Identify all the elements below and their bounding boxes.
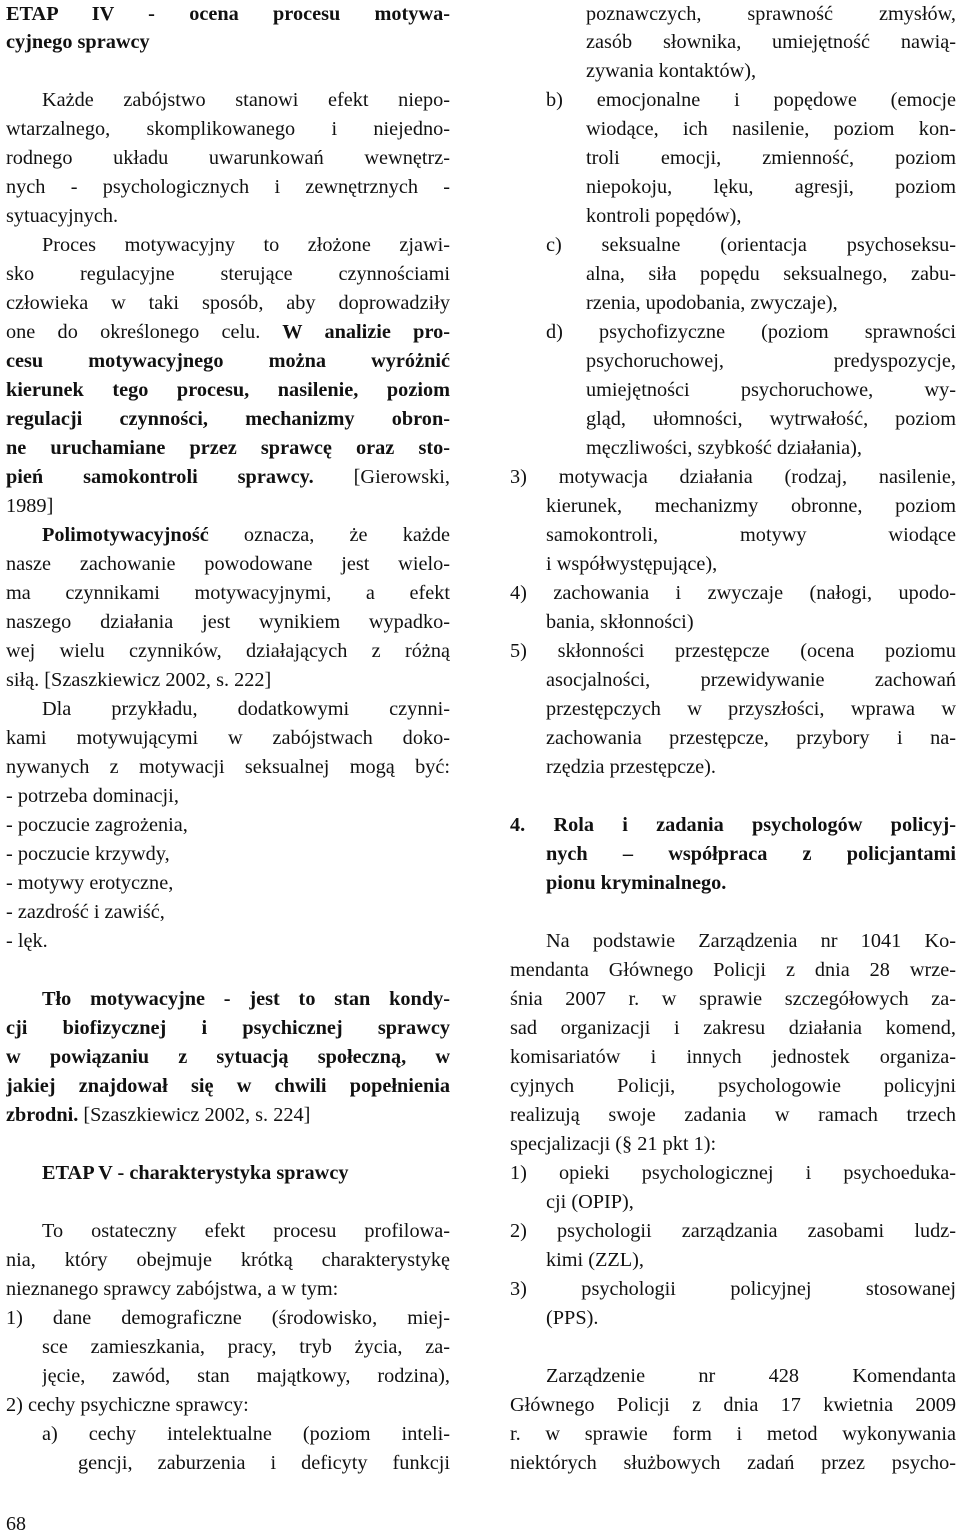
text-line [546,753,956,782]
text-fragment: Dla przykładu, dodatkowymi czynni- [42,698,450,720]
text-line [510,1420,956,1449]
text-fragment: męczliwości, szybkość działania), [586,437,862,459]
text-line [6,434,450,463]
text-fragment: zasób słownika, umiejętność nawią- [586,31,956,53]
text-fragment: 3) psychologii policyjnej stosowanej [510,1278,956,1300]
text-fragment: c) seksualne (orientacja psychoseksu- [546,234,956,256]
text-line [586,289,956,318]
text-line [42,86,450,115]
text-line [510,463,956,492]
text-line [6,811,450,840]
text-line [546,1188,956,1217]
text-fragment: regulacji czynności, mechanizmy obron- [6,408,450,430]
text-fragment: poznawczych, sprawność zmysłów, [586,3,956,25]
text-line [586,57,956,86]
text-line [42,1217,450,1246]
text-line [510,1391,956,1420]
text-line [6,115,450,144]
text-line [510,579,956,608]
text-fragment: a) cechy intelektualne (poziom inteli- [42,1423,450,1445]
text-line [546,608,956,637]
text-line [6,753,450,782]
text-line [6,666,450,695]
text-line [42,1420,450,1449]
text-line [546,695,956,724]
text-fragment: siłą. [Szaszkiewicz 2002, s. 222] [6,669,272,691]
text-line [510,1275,956,1304]
text-fragment-tail: W analizie pro- [260,321,450,343]
text-fragment: cyjnego sprawcy [6,31,150,53]
text-line [510,985,956,1014]
text-fragment: - motywy erotyczne, [6,872,174,894]
text-fragment: cyjnych Policji, psychologowie policyjni [510,1075,956,1097]
text-fragment: To ostateczny efekt procesu profilowa- [42,1220,450,1242]
text-line [6,0,450,29]
text-fragment: nywanych z motywacji seksualnej mogą być: [6,756,450,778]
text-fragment: pionu kryminalnego. [546,872,727,894]
text-line [6,724,450,753]
text-fragment-tail: [Szaszkiewicz 2002, s. 224] [78,1104,311,1126]
text-fragment: przestępczych w przyszłości, wprawa w [546,698,956,720]
text-line [6,1101,450,1130]
text-line [6,144,450,173]
text-fragment: realizują swoje zadania w ramach trzech [510,1104,956,1126]
text-fragment: w powiązaniu z sytuacją społeczną, w [6,1046,450,1068]
text-fragment: cji (OPIP), [546,1191,634,1213]
text-fragment: niektórych służbowych zadań przez psycho- [510,1452,956,1474]
text-line [6,405,450,434]
text-line [6,579,450,608]
text-fragment: i współwystępujące), [546,553,718,575]
text-fragment: wiodące, ich nasilenie, poziom kon- [586,118,956,140]
text-line [546,318,956,347]
text-line [510,1130,956,1159]
text-fragment: nia, który obejmuje krótką charakterystykę [6,1249,450,1271]
text-line [6,869,450,898]
text-fragment: 4) zachowania i zwyczaje (nałogi, upodo- [510,582,956,604]
text-fragment: gencji, zaburzenia i deficyty funkcji [78,1452,450,1474]
text-line [6,1014,450,1043]
text-fragment: r. w sprawie form i metod wykonywania [510,1423,956,1445]
text-line [42,695,450,724]
text-line [586,260,956,289]
text-fragment: pień samokontroli sprawcy. [6,466,314,488]
text-line [586,376,956,405]
text-fragment: rzędzia przestępcze). [546,756,717,778]
text-fragment: asocjalności, przewidywanie zachowań [546,669,956,691]
text-line [510,1043,956,1072]
text-fragment-tail: [Gierowski, [313,466,450,488]
text-fragment: psychoruchowej, predyspozycje, [586,350,956,372]
text-line [586,0,956,29]
text-line [510,1217,956,1246]
text-fragment: 5) skłonności przestępcze (ocena poziomu [510,640,956,662]
text-line [42,231,450,260]
text-fragment: cesu motywacyjnego można wyróżnić [6,350,450,372]
text-fragment: nasze zachowanie powodowane jest wielo- [6,553,450,575]
text-line [6,637,450,666]
text-fragment: d) psychofizyczne (poziom sprawności [546,321,956,343]
text-fragment: naszego działania jest wynikiem wypadko- [6,611,450,633]
text-line [510,811,956,840]
text-fragment: nych – współpraca z policjantami [546,843,956,865]
text-fragment: - poczucie zagrożenia, [6,814,188,836]
text-line [6,898,450,927]
text-fragment: niepokoju, lęku, agresji, poziom [586,176,956,198]
text-fragment: Tło motywacyjne - jest to stan kondy- [42,988,450,1010]
text-fragment: bania, skłonności) [546,611,694,633]
text-fragment: troli emocji, zmienność, poziom [586,147,956,169]
text-line [546,666,956,695]
text-line [546,840,956,869]
text-fragment: rodnego układu uwarunkowań wewnętrz- [6,147,450,169]
text-line [510,1072,956,1101]
text-fragment: 1) opieki psychologicznej i psychoeduka- [510,1162,956,1184]
text-line [546,231,956,260]
text-fragment: sko regulacyjne sterujące czynnościami [6,263,450,285]
text-fragment: Polimotywacyjność [42,524,209,546]
text-fragment: kontroli popędów), [586,205,742,227]
text-line [586,434,956,463]
text-fragment: (PPS). [546,1307,599,1329]
text-fragment: gląd, ułomności, wytrwałość, poziom [586,408,956,430]
text-fragment: 2) cechy psychiczne sprawcy: [6,1394,249,1416]
text-line [42,1333,450,1362]
text-fragment: ma czynnikami motywacyjnymi, a efekt [6,582,450,604]
text-fragment: 1) dane demograficzne (środowisko, miej- [6,1307,450,1329]
text-line [546,521,956,550]
text-line [586,347,956,376]
text-line [42,521,450,550]
text-fragment: wej wielu czynników, działających z różną [6,640,450,662]
text-line [6,463,450,492]
text-line [78,1449,450,1478]
text-fragment: wtarzalnego, skomplikowanego i niejedno- [6,118,450,140]
text-fragment-tail: oznacza, że każde [208,524,450,546]
text-line [546,1304,956,1333]
text-line [546,86,956,115]
text-line [6,492,450,521]
text-fragment: 1989] [6,495,54,517]
text-fragment: ETAP IV - ocena procesu motywa- [6,3,450,25]
text-fragment: b) emocjonalne i popędowe (emocje [546,89,956,111]
text-fragment: one do określonego celu. [6,321,261,343]
text-line [6,1072,450,1101]
text-fragment: alna, siła popędu seksualnego, zabu- [586,263,956,285]
text-line [6,608,450,637]
text-line [546,492,956,521]
text-line [510,956,956,985]
text-fragment: mendanta Głównego Policji z dnia 28 wrze- [510,959,956,981]
text-fragment: rzenia, upodobania, zwyczaje), [586,292,838,314]
text-fragment: sytuacyjnych. [6,205,119,227]
text-fragment: umiejętności psychoruchowe, wy- [586,379,956,401]
text-line [6,1391,450,1420]
text-line [510,637,956,666]
text-line [6,1043,450,1072]
text-fragment: Proces motywacyjny to złożone zjawi- [42,234,450,256]
text-fragment: cji biofizycznej i psychicznej sprawcy [6,1017,450,1039]
text-line [586,173,956,202]
text-fragment: Zarządzenie nr 428 Komendanta [546,1365,956,1387]
text-line [510,1159,956,1188]
text-line [6,289,450,318]
text-fragment: sce zamieszkania, pracy, tryb życia, za- [42,1336,450,1358]
text-line [546,1362,956,1391]
text-line [510,1014,956,1043]
text-line [6,376,450,405]
text-line [546,927,956,956]
text-line [546,869,956,898]
text-line [586,144,956,173]
text-fragment: śnia 2007 r. w sprawie szczegółowych za- [510,988,956,1010]
text-fragment: - poczucie krzywdy, [6,843,170,865]
text-fragment: ne uruchamiane przez sprawcę oraz sto- [6,437,450,459]
text-line [510,1449,956,1478]
text-line [6,260,450,289]
text-fragment: - lęk. [6,930,48,952]
text-line [6,28,450,57]
text-fragment: sad organizacji i zakresu działania komend, [510,1017,956,1039]
text-line [586,28,956,57]
page-number: 68 [6,1513,26,1535]
text-fragment: kierunek tego procesu, nasilenie, poziom [6,379,450,401]
text-line [6,318,450,347]
text-fragment: ETAP V - charakterystyka sprawcy [42,1162,349,1184]
text-fragment: zachowania przestępcze, przybory i na- [546,727,956,749]
text-line [6,347,450,376]
text-line [6,202,450,231]
text-line [586,405,956,434]
text-line [6,1304,450,1333]
text-fragment: - potrzeba dominacji, [6,785,179,807]
text-fragment: nych - psychologicznych i zewnętrznych - [6,176,450,198]
text-line [6,840,450,869]
text-fragment: samokontroli, motywy wiodące [546,524,956,546]
text-line [546,1246,956,1275]
text-line [6,173,450,202]
text-line [586,115,956,144]
text-line [6,1275,450,1304]
text-fragment: kierunek, mechanizmy obronne, poziom [546,495,956,517]
text-fragment: 2) psychologii zarządzania zasobami ludz- [510,1220,956,1242]
text-line [6,550,450,579]
text-fragment: 4. Rola i zadania psychologów policyj- [510,814,956,836]
text-fragment: jakiej znajdował się w chwili popełnienia [6,1075,450,1097]
text-fragment: jęcie, zawód, stan majątkowy, rodzina), [42,1365,450,1387]
text-fragment: człowieka w taki sposób, aby doprowadziły [6,292,450,314]
text-fragment: - zazdrość i zawiść, [6,901,165,923]
text-fragment: kami motywującymi w zabójstwach doko- [6,727,450,749]
text-fragment: specjalizacji (§ 21 pkt 1): [510,1133,717,1155]
text-fragment: nieznanego sprawcy zabójstwa, a w tym: [6,1278,339,1300]
text-line [6,927,450,956]
text-fragment: zywania kontaktów), [586,60,757,82]
text-line [546,724,956,753]
text-line [42,1362,450,1391]
text-fragment: zbrodni. [6,1104,79,1126]
text-fragment: Głównego Policji z dnia 17 kwietnia 2009 [510,1394,956,1416]
text-fragment: komisariatów i innych jednostek organiza- [510,1046,956,1068]
text-fragment: 3) motywacja działania (rodzaj, nasilenie, [510,466,956,488]
text-line [6,782,450,811]
text-fragment: Każde zabójstwo stanowi efekt niepo- [42,89,450,111]
text-line [42,985,450,1014]
text-fragment: Na podstawie Zarządzenia nr 1041 Ko- [546,930,956,952]
text-line [42,1159,450,1188]
text-fragment: kimi (ZZL), [546,1249,644,1271]
text-line [510,1101,956,1130]
text-line [586,202,956,231]
text-line [6,1246,450,1275]
text-line [546,550,956,579]
